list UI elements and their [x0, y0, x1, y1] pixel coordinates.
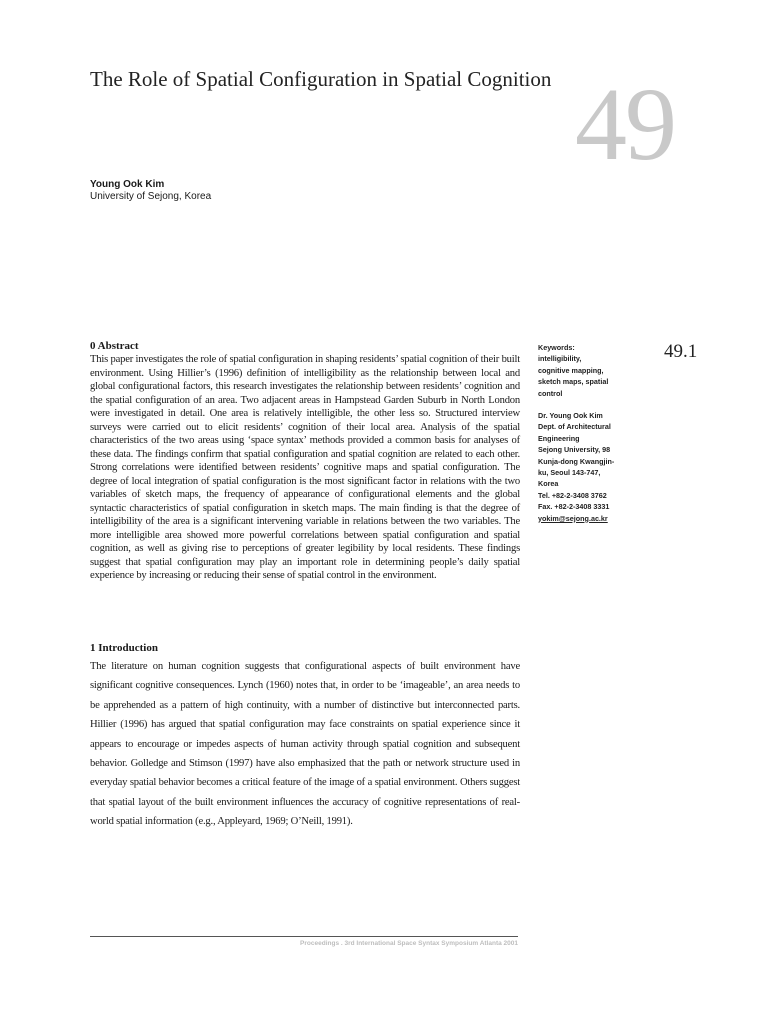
contact-line: Tel. +82-2-3408 3762	[538, 490, 607, 500]
section-number: 49.1	[664, 341, 698, 362]
contact-line: Dr. Young Ook Kim	[538, 411, 603, 421]
footer-divider	[90, 936, 518, 937]
contact-line: Fax. +82-2-3408 3331	[538, 502, 610, 512]
contact-line: Korea	[538, 479, 559, 489]
author-affiliation: University of Sejong, Korea	[90, 191, 212, 202]
contact-line: Engineering	[538, 433, 580, 443]
contact-line: Sejong University, 98	[538, 445, 611, 455]
email-link[interactable]: yokim@sejong.ac.kr	[538, 513, 608, 523]
keywords-line: control	[538, 388, 563, 398]
introduction-text: The literature on human cognition suggests that configurational aspects of built environment have significant cognitive consequences. Lynch (1960) notes that, in order to be ‘imageable’, an area needs to be apprehended as a pattern of high continuity, with a number of distinctive but interconnected parts. Hillier (1996) has argued that spatial configuration may face constraints on spatial experience since it appears to encourage or impedes aspects of human activity through spatial cognition and subsequent behavior. Golledge and Stimson (1997) have also emphasized that the path or network structure used in everyday spatial behavior becomes a critical feature of the image of a spatial environment. Others suggest that spatial layout of the built environment influences the accuracy of cognitive representations of real-world spatial information (e.g., Appleyard, 1969; O’Neill, 1991).	[90, 661, 520, 828]
chapter-number: 49	[575, 67, 675, 182]
introduction-heading: 1 Introduction	[90, 642, 158, 654]
paper-title: The Role of Spatial Configuration in Spatial Cognition	[90, 67, 552, 91]
contact-block	[538, 410, 638, 524]
keywords-line: intelligibility,	[538, 354, 582, 364]
footer-text: Proceedings . 3rd International Space Syntax Symposium Atlanta 2001	[300, 940, 518, 947]
contact-line: Dept. of Architectural	[538, 422, 611, 432]
author-name: Young Ook Kim	[90, 179, 165, 190]
contact-line: ku, Seoul 143-747,	[538, 468, 601, 478]
sidebar	[538, 342, 638, 535]
keywords-line: sketch maps, spatial	[538, 377, 609, 387]
keywords-line: cognitive mapping,	[538, 365, 604, 375]
abstract-text: This paper investigates the role of spatial configuration in shaping residents’ spatial cognition of their built environment. Using Hillier’s (1996) definition of intelligibility as the relationship between local and global configurational factors, this research investigates the relationship between residents’ cognition and the spatial configuration of an area. Two adjacent areas in Hampstead Garden Suburb in North London were investigated in detail. One area is relatively intelligible, the other less so. Structured interview surveys were carried out to elicit residents’ cognition of their local area. Analysis of the spatial characteristics of the two areas using ‘space syntax’ methods provided a common basis for analyses of these data. The findings confirm that spatial configuration and spatial cognition are related to each other. Strong correlations were identified between residents’ cognitive maps and spatial configuration. The degree of local integration of spatial configuration is the most significant factor in relations with the two variables of sketch maps, the frequency of appearance of configurational elements and the global syntactic characteristics of spatial configuration in sketch maps. The main finding is that the degree of intelligibility of the area is a significant intervening variable in relations between the two variables. The more intelligible area showed more powerful correlations between spatial configuration and spatial cognition, as well as giving rise to perceptions of greater legibility by local residents. These findings suggest that spatial configuration may play an important role in determining people’s daily spatial experience by increasing or reducing their sense of spatial control in the environment.	[90, 354, 520, 581]
keywords-block	[538, 342, 638, 399]
abstract-heading: 0 Abstract	[90, 340, 139, 352]
keywords-line: Keywords:	[538, 343, 575, 352]
contact-line: Kunja-dong Kwangjin-	[538, 456, 615, 466]
